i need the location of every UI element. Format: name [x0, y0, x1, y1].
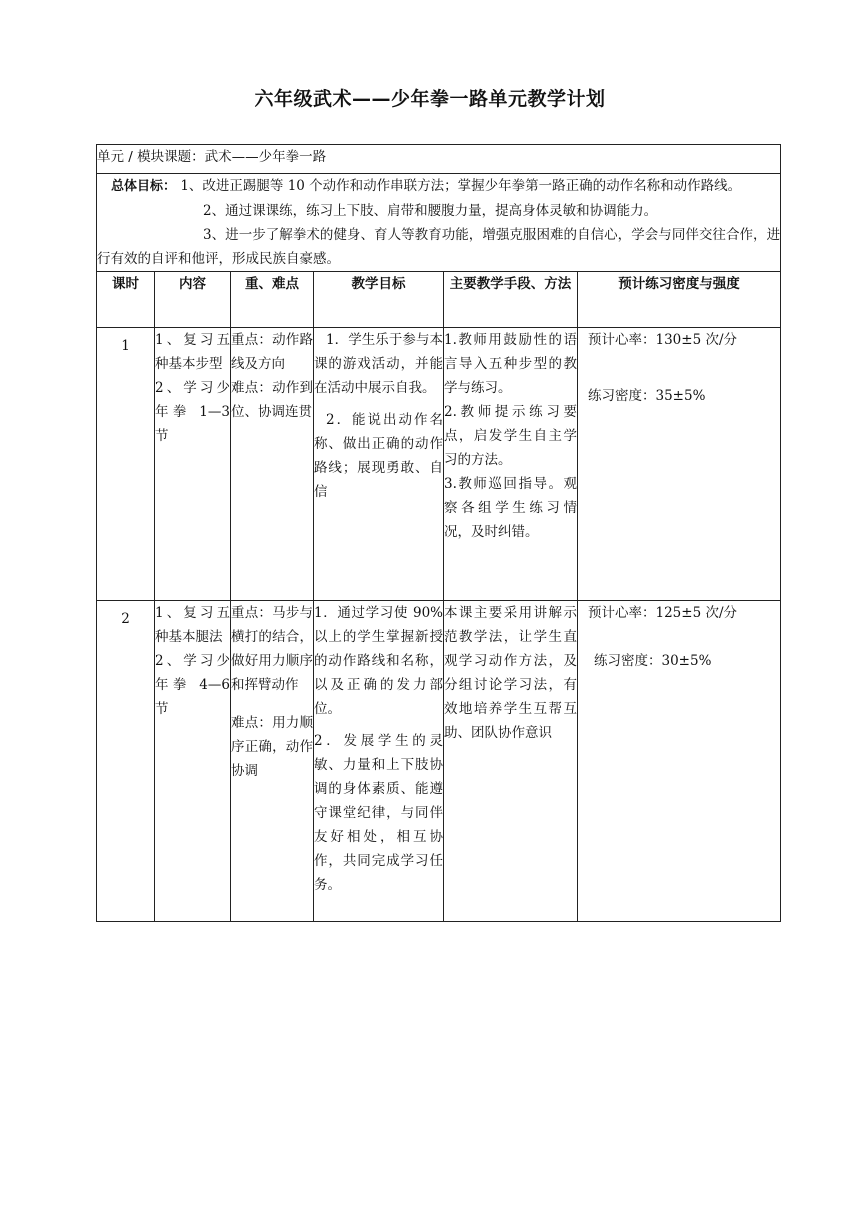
key-point-text: 重点：动作路线及方向 [231, 332, 313, 372]
header-row [97, 272, 781, 328]
unit-cell [97, 145, 781, 174]
goals-row [97, 174, 781, 272]
header-objectives: 教学目标 [314, 272, 444, 328]
unit-value: 武术——少年拳一路 [204, 149, 327, 165]
method-item: 2.教师提示练习要点，启发学生自主学习的方法。 [444, 404, 577, 468]
method-item: 3.教师巡回指导。观察各组学生练习情况，及时纠错。 [444, 476, 577, 540]
header-intensity: 预计练习密度与强度 [578, 272, 781, 328]
goals-cell [97, 174, 781, 272]
lesson-methods [444, 328, 578, 601]
content-item: 2、学习少年拳 1—3 节 [155, 380, 230, 444]
lesson-row [97, 601, 781, 922]
lesson-intensity [578, 601, 781, 922]
content-item: 1、复习五种基本腿法 [155, 605, 230, 645]
difficulty-text: 难点：用力顺序正确，动作协调 [231, 715, 313, 779]
lesson-methods [444, 601, 578, 922]
header-key-points: 重、难点 [231, 272, 314, 328]
goal-3: 3、进一步了解拳术的健身、育人等教育功能，增强克服困难的自信心，学会与同伴交往合作，进行有效的自评和他评，形成民族自豪感。 [97, 227, 781, 267]
method-item: 本课主要采用讲解示范教学法，让学生直观学习动作方法，及分组讨论学习法，有效地培养学生互帮互助、团队协作意识 [444, 605, 577, 741]
objective-item: 1．通过学习使 90%以上的学生掌握新授的动作路线和名称，以及正确的发力部位。 [314, 605, 443, 717]
lesson-key-points [231, 601, 314, 922]
goals-label: 总体目标： [111, 179, 177, 194]
objective-item: 2．发展学生的灵敏、力量和上下肢协调的身体素质、能遵守课堂纪律，与同伴友好相处，相互协作，共同完成学习任务。 [314, 733, 443, 893]
lesson-objectives [314, 328, 444, 601]
header-methods: 主要教学手段、方法 [444, 272, 578, 328]
content-item: 2、学习少年拳 4—6 节 [155, 653, 230, 717]
density-text: 练习密度：35±5% [588, 388, 706, 404]
page-title: 六年级武术——少年拳一路单元教学计划 [254, 88, 606, 110]
unit-label: 单元 / 模块课题： [97, 149, 205, 165]
lesson-plan-table [96, 144, 781, 922]
density-text: 练习密度：30±5% [594, 653, 712, 669]
difficulty-text: 难点：动作到位、协调连贯 [231, 380, 313, 420]
lesson-number: 2 [97, 601, 155, 922]
lesson-number: 1 [97, 328, 155, 601]
unit-row [97, 145, 781, 174]
goal-1-text: 1、改进正踢腿等 10 个动作和动作串联方法；掌握少年拳第一路正确的动作名称和动作路线。 [180, 178, 742, 194]
lesson-key-points [231, 328, 314, 601]
heart-rate-text: 预计心率：125±5 次/分 [588, 605, 738, 621]
lesson-content [155, 601, 231, 922]
goal-2: 2、通过课课练，练习上下肢、肩带和腰腹力量，提高身体灵敏和协调能力。 [203, 203, 658, 219]
objective-item: 2．能说出动作名称、做出正确的动作路线；展现勇敢、自信 [314, 412, 443, 500]
header-content: 内容 [155, 272, 231, 328]
objective-item: 1．学生乐于参与本课的游戏活动，并能在活动中展示自我。 [314, 332, 443, 396]
lesson-content [155, 328, 231, 601]
content-item: 1、复习五种基本步型 [155, 332, 230, 372]
key-point-text: 重点：马步与横打的结合，做好用力顺序和挥臂动作 [231, 605, 313, 693]
heart-rate-text: 预计心率：130±5 次/分 [588, 332, 738, 348]
lesson-objectives [314, 601, 444, 922]
lesson-intensity [578, 328, 781, 601]
method-item: 1.教师用鼓励性的语言导入五种步型的教学与练习。 [444, 332, 577, 396]
lesson-row [97, 328, 781, 601]
header-lesson: 课时 [97, 272, 155, 328]
goal-1 [97, 174, 780, 199]
